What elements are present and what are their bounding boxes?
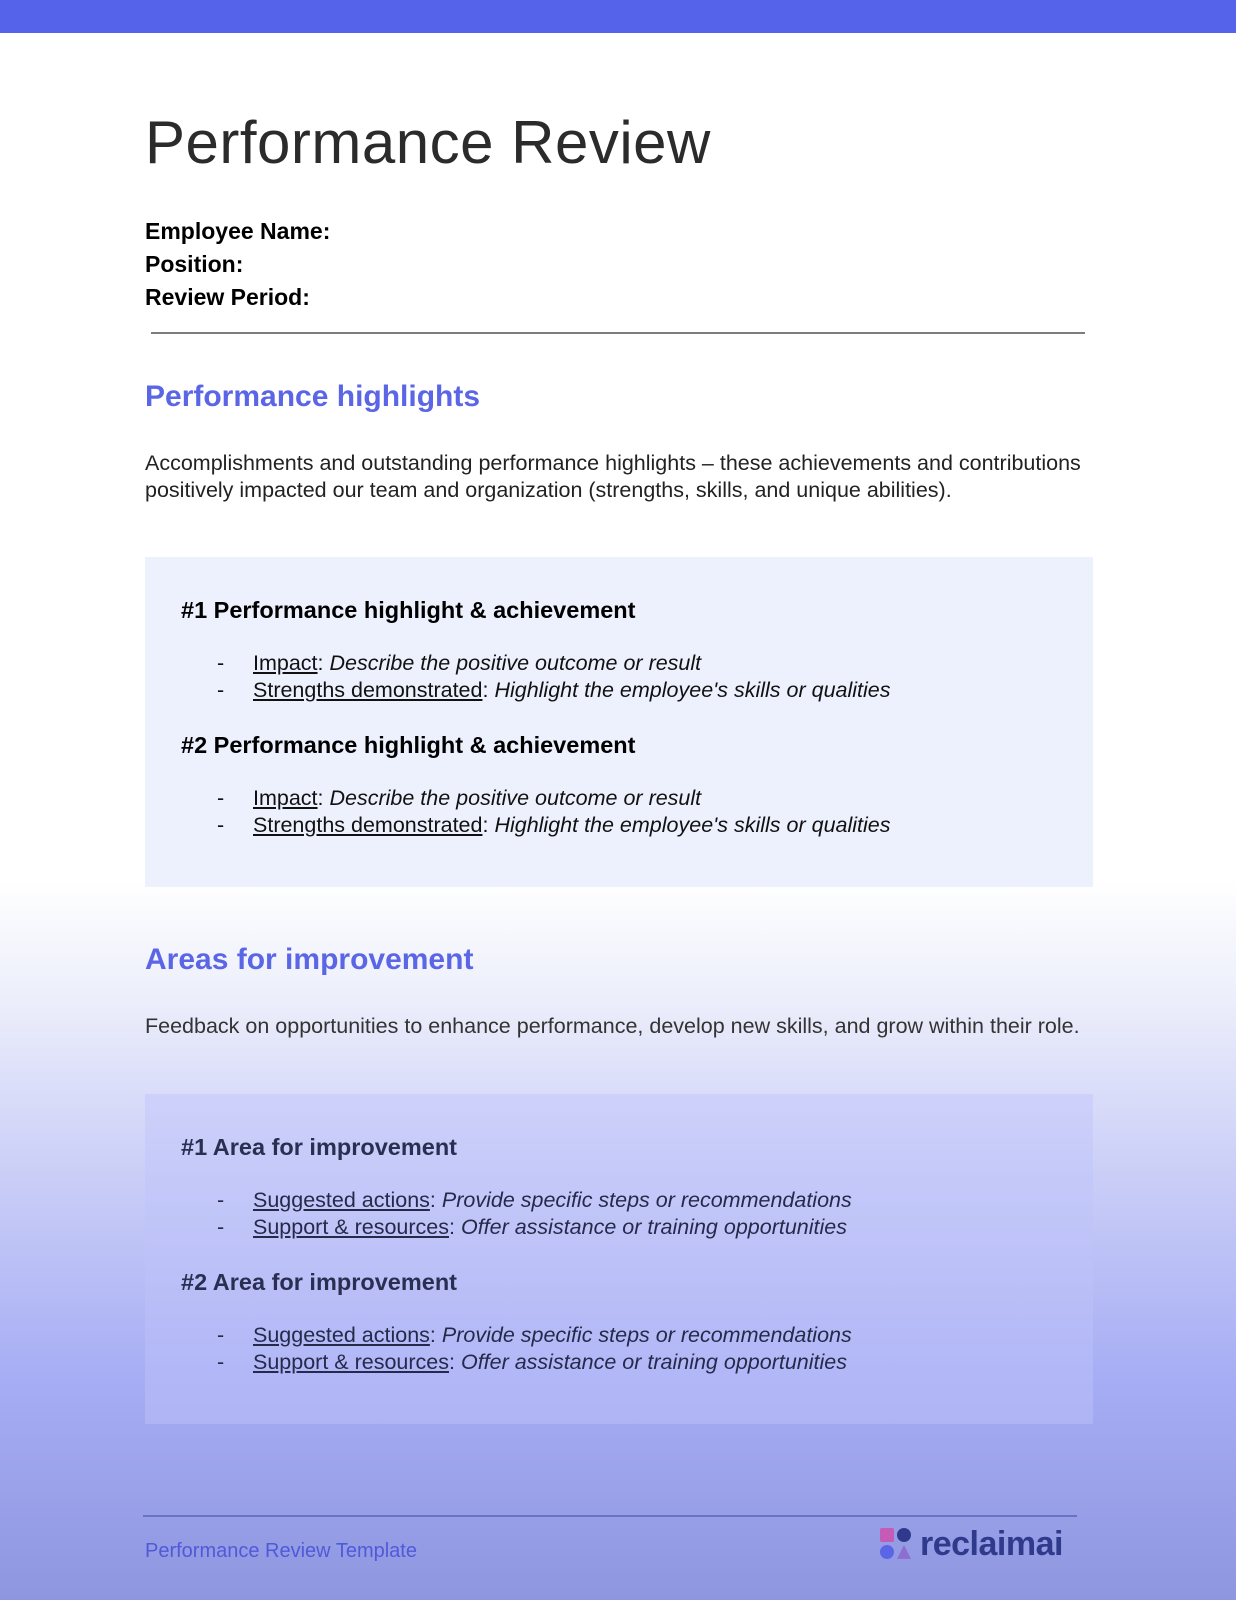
improvement-item-heading: #2 Area for improvement bbox=[181, 1269, 457, 1295]
bullet-item bbox=[181, 650, 1057, 677]
bullet-key: Impact bbox=[253, 651, 318, 675]
bullet-separator: : bbox=[317, 786, 324, 810]
bullet-dash: - bbox=[217, 1215, 225, 1239]
bullet-key: Impact bbox=[253, 786, 318, 810]
footer-title: Performance Review Template bbox=[145, 1540, 417, 1562]
highlight-item bbox=[181, 597, 1057, 704]
bullet-item bbox=[181, 677, 1057, 704]
bullet-value: Offer assistance or training opportunities bbox=[460, 1215, 847, 1239]
bullet-value: Provide specific steps or recommendations bbox=[441, 1188, 852, 1212]
bullet-separator: : bbox=[449, 1215, 455, 1239]
page-title: Performance Review bbox=[145, 109, 711, 176]
bullet-separator: : bbox=[482, 813, 489, 837]
bullet-dash: - bbox=[217, 651, 225, 675]
top-accent-bar bbox=[0, 0, 1236, 33]
bullet-key: Strengths demonstrated bbox=[253, 678, 483, 702]
employee-name-label: Employee Name: bbox=[145, 218, 331, 244]
bullet-value: Highlight the employee's skills or qualities bbox=[494, 813, 891, 837]
bullet-value: Provide specific steps or recommendations bbox=[441, 1323, 852, 1347]
reclaim-logo-text: reclaimai bbox=[920, 1524, 1063, 1563]
bullet-dash: - bbox=[217, 1188, 225, 1212]
highlight-bullets bbox=[181, 650, 1057, 704]
bullet-dash: - bbox=[217, 678, 225, 702]
highlight-item-heading: #2 Performance highlight & achievement bbox=[181, 732, 636, 758]
highlight-item bbox=[181, 732, 1057, 839]
improvement-item-heading: #1 Area for improvement bbox=[181, 1134, 457, 1160]
bullet-separator: : bbox=[482, 678, 489, 702]
review-period-label: Review Period: bbox=[145, 284, 310, 310]
highlight-bullets bbox=[181, 785, 1057, 839]
highlights-intro: Accomplishments and outstanding performance highlights – these achievements and contributions positively impacted our team and organization (strengths, skills, and unique abilities). bbox=[145, 451, 1081, 502]
bullet-key: Support & resources bbox=[253, 1215, 449, 1239]
bullet-item bbox=[181, 1214, 1057, 1241]
footer-divider bbox=[143, 1515, 1077, 1517]
bullet-key: Support & resources bbox=[253, 1350, 449, 1374]
bullet-key: Strengths demonstrated bbox=[253, 813, 483, 837]
improvement-box bbox=[145, 1094, 1093, 1424]
improvement-bullets bbox=[181, 1187, 1057, 1241]
bullet-value: Describe the positive outcome or result bbox=[329, 786, 702, 810]
bullet-value: Offer assistance or training opportunities bbox=[460, 1350, 847, 1374]
employee-meta bbox=[145, 215, 330, 314]
improvement-item bbox=[181, 1134, 1057, 1241]
improvement-item bbox=[181, 1269, 1057, 1376]
bullet-item bbox=[181, 1349, 1057, 1376]
bullet-dash: - bbox=[217, 1350, 225, 1374]
reclaim-logo-icon bbox=[880, 1528, 912, 1560]
bullet-key: Suggested actions bbox=[253, 1188, 430, 1212]
bullet-separator: : bbox=[429, 1188, 436, 1212]
bullet-separator: : bbox=[449, 1350, 455, 1374]
bullet-separator: : bbox=[317, 651, 324, 675]
highlight-item-heading: #1 Performance highlight & achievement bbox=[181, 597, 636, 623]
bullet-item bbox=[181, 812, 1057, 839]
improvement-bullets bbox=[181, 1322, 1057, 1376]
bullet-dash: - bbox=[217, 1323, 225, 1347]
position-label: Position: bbox=[145, 251, 244, 277]
bullet-dash: - bbox=[217, 786, 225, 810]
highlights-box bbox=[145, 557, 1093, 887]
bullet-key: Suggested actions bbox=[253, 1323, 430, 1347]
bullet-value: Highlight the employee's skills or qualities bbox=[494, 678, 891, 702]
bullet-separator: : bbox=[429, 1323, 436, 1347]
highlights-heading: Performance highlights bbox=[145, 380, 481, 413]
bullet-item bbox=[181, 1322, 1057, 1349]
bullet-item bbox=[181, 1187, 1057, 1214]
improvement-heading: Areas for improvement bbox=[145, 943, 474, 976]
improvement-intro: Feedback on opportunities to enhance performance, develop new skills, and grow within their role. bbox=[145, 1014, 1080, 1038]
bullet-dash: - bbox=[217, 813, 225, 837]
reclaim-logo bbox=[880, 1524, 1063, 1564]
header-divider bbox=[151, 332, 1085, 334]
bullet-item bbox=[181, 785, 1057, 812]
bullet-value: Describe the positive outcome or result bbox=[329, 651, 702, 675]
